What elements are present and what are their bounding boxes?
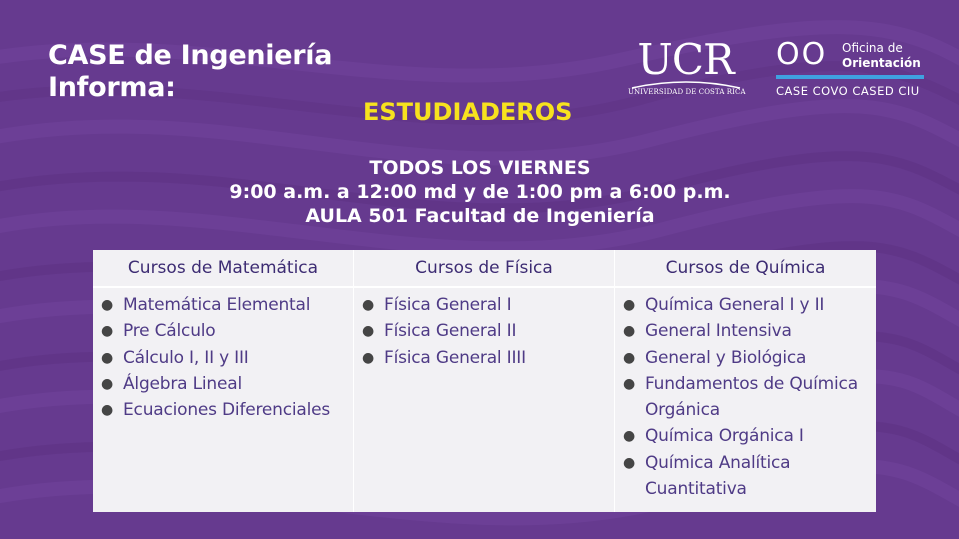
oo-logo-line1: Oficina de bbox=[842, 41, 903, 55]
list-item bbox=[93, 345, 347, 371]
courses-table bbox=[93, 250, 876, 512]
list-item bbox=[615, 345, 870, 371]
bullet-icon: ● bbox=[623, 297, 636, 313]
course-name: Física General II bbox=[384, 321, 517, 342]
list-item bbox=[93, 397, 347, 423]
math-courses-header: Cursos de Matemática bbox=[93, 250, 354, 287]
course-name: General y Biológica bbox=[645, 347, 807, 368]
course-name: Cálculo I, II y III bbox=[123, 347, 249, 368]
list-item bbox=[615, 450, 870, 503]
oo-logo-line2: Orientación bbox=[842, 56, 921, 70]
oo-mark-icon: OO bbox=[776, 37, 828, 72]
course-name: Pre Cálculo bbox=[123, 321, 216, 342]
course-name: Fundamentos de Química Orgánica bbox=[645, 373, 858, 421]
course-name: Química General I y II bbox=[645, 295, 825, 315]
bullet-icon: ● bbox=[362, 349, 375, 366]
course-name: Álgebra Lineal bbox=[123, 373, 242, 394]
courses-table-header-row bbox=[93, 250, 876, 287]
oficina-orientacion-logo bbox=[776, 38, 926, 100]
header-title bbox=[48, 40, 332, 104]
course-name: Química Orgánica I bbox=[645, 426, 804, 447]
courses-table-body-row bbox=[93, 287, 876, 512]
course-name: Física General I bbox=[384, 295, 512, 315]
course-name: General Intensiva bbox=[645, 321, 792, 342]
event-title: ESTUDIADEROS bbox=[363, 98, 573, 126]
list-item bbox=[615, 292, 870, 318]
bullet-icon: ● bbox=[101, 375, 114, 392]
physics-courses-cell bbox=[354, 287, 615, 512]
math-courses-cell bbox=[93, 287, 354, 512]
bullet-icon: ● bbox=[362, 297, 375, 313]
math-courses-list bbox=[93, 292, 347, 423]
event-hours: 9:00 a.m. a 12:00 md y de 1:00 pm a 6:00 p.m. bbox=[229, 181, 731, 203]
list-item bbox=[615, 318, 870, 344]
ucr-logo-name: UCR bbox=[637, 35, 734, 84]
event-location: AULA 501 Facultad de Ingeniería bbox=[305, 205, 655, 227]
list-item bbox=[615, 371, 870, 424]
list-item bbox=[93, 292, 347, 318]
bullet-icon: ● bbox=[362, 323, 375, 340]
ucr-logo bbox=[628, 35, 746, 100]
ucr-logo-subtitle: UNIVERSIDAD DE COSTA RICA bbox=[628, 88, 746, 96]
bullet-icon: ● bbox=[623, 323, 636, 340]
bullet-icon: ● bbox=[101, 297, 114, 313]
bullet-icon: ● bbox=[623, 428, 636, 445]
physics-courses-header: Cursos de Física bbox=[354, 250, 615, 287]
list-item bbox=[354, 345, 608, 371]
header-title-line1: CASE de Ingeniería bbox=[48, 40, 333, 71]
chemistry-courses-list bbox=[615, 292, 870, 502]
course-name: Física General IIII bbox=[384, 347, 526, 368]
event-day: TODOS LOS VIERNES bbox=[369, 157, 591, 179]
oo-logo-bar bbox=[776, 75, 924, 79]
bullet-icon: ● bbox=[101, 349, 114, 366]
bullet-icon: ● bbox=[101, 402, 114, 419]
oo-logo-units: CASE COVO CASED CIU bbox=[776, 84, 920, 98]
list-item bbox=[615, 423, 870, 449]
physics-courses-list bbox=[354, 292, 608, 371]
header-title-line2: Informa: bbox=[48, 72, 176, 103]
course-name: Ecuaciones Diferenciales bbox=[123, 400, 331, 421]
list-item bbox=[93, 371, 347, 397]
list-item bbox=[354, 318, 608, 344]
bullet-icon: ● bbox=[623, 375, 636, 392]
chemistry-courses-header: Cursos de Química bbox=[615, 250, 877, 287]
bullet-icon: ● bbox=[623, 349, 636, 366]
list-item bbox=[354, 292, 608, 318]
course-name: Química Analítica Cuantitativa bbox=[645, 452, 791, 500]
course-name: Matemática Elemental bbox=[123, 295, 311, 315]
list-item bbox=[93, 318, 347, 344]
chemistry-courses-cell bbox=[615, 287, 877, 512]
event-schedule bbox=[200, 156, 760, 228]
bullet-icon: ● bbox=[623, 454, 636, 471]
bullet-icon: ● bbox=[101, 323, 114, 340]
